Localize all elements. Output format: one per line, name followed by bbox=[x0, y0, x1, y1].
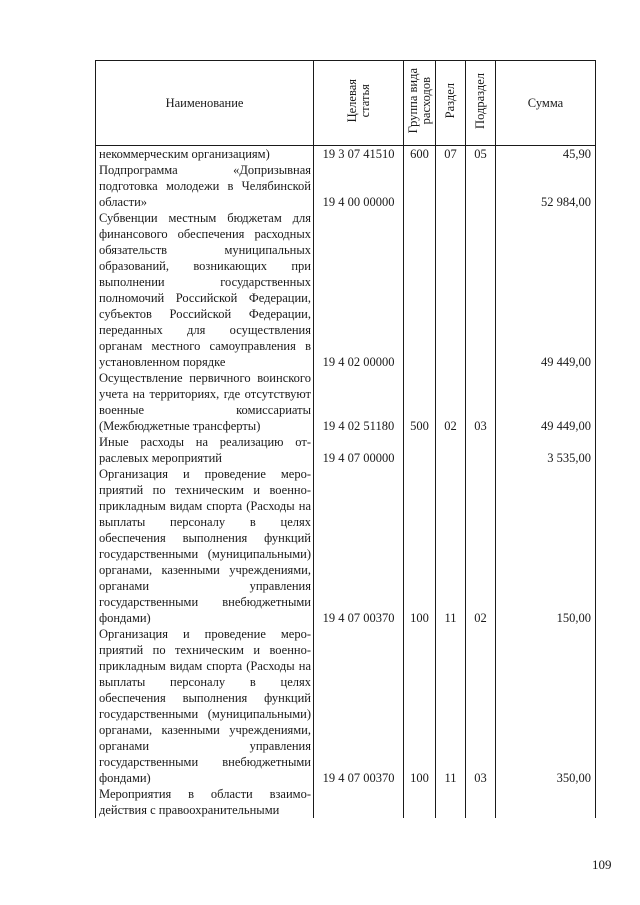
table-row bbox=[96, 162, 596, 210]
header-sum: Сумма bbox=[496, 61, 596, 146]
cell-subsection: 03 bbox=[466, 370, 496, 434]
cell-name: некоммерческим организациям) bbox=[96, 146, 314, 163]
cell-article bbox=[314, 786, 404, 818]
cell-section bbox=[436, 210, 466, 370]
cell-sum: 49 449,00 bbox=[496, 370, 596, 434]
cell-sum: 3 535,00 bbox=[496, 434, 596, 466]
cell-name: Осуществление первичного воинского учета на территориях, где отсутствуют военные комиссариаты (Межбюджетные трансферты) bbox=[96, 370, 314, 434]
cell-sum: 49 449,00 bbox=[496, 210, 596, 370]
cell-section: 07 bbox=[436, 146, 466, 163]
header-group: Группа вида расходов bbox=[404, 61, 436, 146]
cell-name: Организация и проведение мероприятий по техническим и военно-прикладным видам спорта (Расходы на выплаты персоналу в целях обеспечения выполнения функций государственными (муниципальными) органами, казенными учреждениями, органами управления государственными внебюджетными фондами) bbox=[96, 466, 314, 626]
cell-section bbox=[436, 786, 466, 818]
cell-group bbox=[404, 162, 436, 210]
cell-name: Мероприятия в области взаимодействия с правоохранительными bbox=[96, 786, 314, 818]
cell-article: 19 4 07 00370 bbox=[314, 466, 404, 626]
cell-subsection: 02 bbox=[466, 466, 496, 626]
cell-name: Подпрограмма «Допризывная подготовка молодежи в Челябинской области» bbox=[96, 162, 314, 210]
cell-article: 19 3 07 41510 bbox=[314, 146, 404, 163]
cell-name: Организация и проведение мероприятий по техническим и военно-прикладным видам спорта (Расходы на выплаты персоналу в целях обеспечения выполнения функций государственными (муниципальными) органами, казенными учреждениями, органами управления государственными внебюджетными фондами) bbox=[96, 626, 314, 786]
cell-sum: 45,90 bbox=[496, 146, 596, 163]
cell-article: 19 4 02 00000 bbox=[314, 210, 404, 370]
cell-sum: 350,00 bbox=[496, 626, 596, 786]
header-name: Наименование bbox=[96, 61, 314, 146]
table-row bbox=[96, 370, 596, 434]
cell-subsection: 03 bbox=[466, 626, 496, 786]
cell-subsection bbox=[466, 210, 496, 370]
cell-group: 100 bbox=[404, 626, 436, 786]
table-header-row bbox=[96, 61, 596, 146]
cell-section bbox=[436, 434, 466, 466]
cell-article: 19 4 07 00370 bbox=[314, 626, 404, 786]
cell-subsection bbox=[466, 786, 496, 818]
cell-name: Субвенции местным бюджетам для финансового обеспечения расходных обязательств муниципальных образований, возникающих при выполнении государственных полномочий Российской Федерации, субъектов Российской Федерации, переданных для осуществления органам местного самоуправления в установленном порядке bbox=[96, 210, 314, 370]
cell-section: 11 bbox=[436, 466, 466, 626]
table-row bbox=[96, 210, 596, 370]
cell-sum: 52 984,00 bbox=[496, 162, 596, 210]
cell-subsection bbox=[466, 162, 496, 210]
header-subsection: Подраздел bbox=[466, 61, 496, 146]
cell-section: 02 bbox=[436, 370, 466, 434]
table-row bbox=[96, 434, 596, 466]
cell-section bbox=[436, 162, 466, 210]
cell-subsection bbox=[466, 434, 496, 466]
cell-group bbox=[404, 434, 436, 466]
cell-section: 11 bbox=[436, 626, 466, 786]
cell-group: 100 bbox=[404, 466, 436, 626]
cell-article: 19 4 00 00000 bbox=[314, 162, 404, 210]
cell-article: 19 4 02 51180 bbox=[314, 370, 404, 434]
cell-article: 19 4 07 00000 bbox=[314, 434, 404, 466]
table-row bbox=[96, 466, 596, 626]
cell-subsection: 05 bbox=[466, 146, 496, 163]
table-row bbox=[96, 786, 596, 818]
cell-group bbox=[404, 786, 436, 818]
cell-name: Иные расходы на реализацию отраслевых мероприятий bbox=[96, 434, 314, 466]
cell-sum: 150,00 bbox=[496, 466, 596, 626]
page-number: 109 bbox=[592, 857, 612, 872]
table-row bbox=[96, 146, 596, 163]
budget-table bbox=[95, 60, 596, 818]
header-section: Раздел bbox=[436, 61, 466, 146]
header-article: Целевая статья bbox=[314, 61, 404, 146]
cell-group: 500 bbox=[404, 370, 436, 434]
cell-group: 600 bbox=[404, 146, 436, 163]
cell-sum bbox=[496, 786, 596, 818]
cell-group bbox=[404, 210, 436, 370]
table-row bbox=[96, 626, 596, 786]
